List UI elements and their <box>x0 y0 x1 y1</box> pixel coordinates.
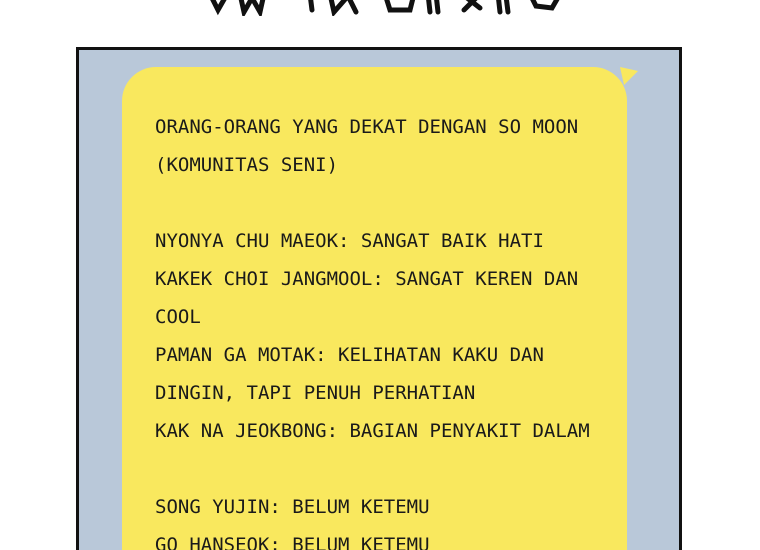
message-line: SONG YUJIN: BELUM KETEMU <box>155 496 430 518</box>
message-line: DINGIN, TAPI PENUH PERHATIAN <box>155 382 476 404</box>
cropped-title-lettering <box>200 0 580 16</box>
message-line: KAK NA JEOKBONG: BAGIAN PENYAKIT DALAM <box>155 420 590 442</box>
message-line: KAKEK CHOI JANGMOOL: SANGAT KEREN DAN <box>155 268 579 290</box>
message-line: GO HANSEOK: BELUM KETEMU <box>155 534 430 550</box>
message-line: PAMAN GA MOTAK: KELIHATAN KAKU DAN <box>155 344 544 366</box>
chat-bubble-tail <box>620 67 638 85</box>
message-line: (KOMUNITAS SENI) <box>155 154 339 176</box>
message-line <box>155 450 635 488</box>
message-line: COOL <box>155 306 201 328</box>
message-line: NYONYA CHU MAEOK: SANGAT BAIK HATI <box>155 230 544 252</box>
message-text <box>155 108 635 550</box>
message-line <box>155 184 635 222</box>
message-line: ORANG-ORANG YANG DEKAT DENGAN SO MOON <box>155 116 579 138</box>
